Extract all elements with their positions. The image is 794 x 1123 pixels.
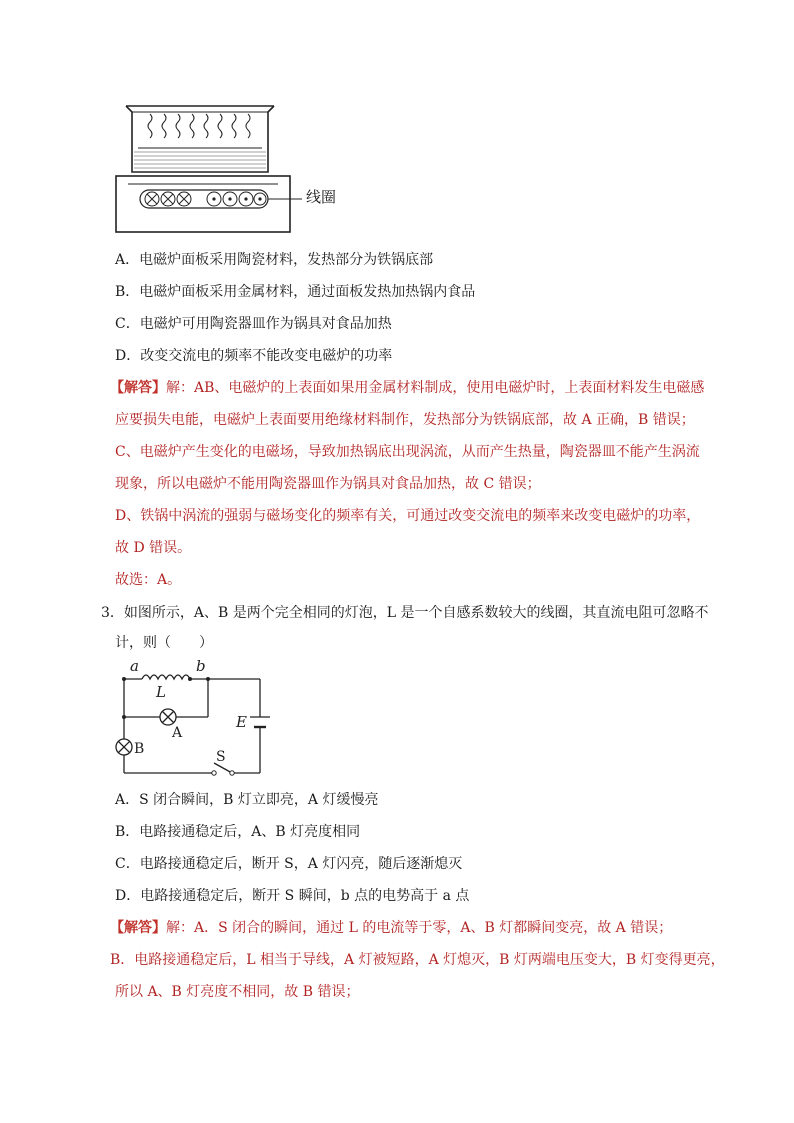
label-b: b <box>196 657 206 675</box>
q2-answer-line-4: 现象，所以电磁炉不能用陶瓷器皿作为锅具对食品加热，故 C 错误； <box>115 476 541 492</box>
q3-answer-line-3: 所以 A、B 灯亮度不相同，故 B 错误； <box>115 984 360 1000</box>
q3-stem-line-2: 计，则（ ） <box>115 635 213 651</box>
q2-answer-line-5: D、铁锅中涡流的强弱与磁场变化的频率有关，可通过改变交流电的频率来改变电磁炉的功率， <box>115 508 701 524</box>
label-B: B <box>134 741 145 757</box>
q2-option-d: D．改变交流电的频率不能改变电磁炉的功率 <box>115 348 393 364</box>
q2-answer-line-6: 故 D 错误。 <box>115 540 192 556</box>
coil-label: 线圈 <box>306 188 337 206</box>
q3-option-a: A．S 闭合瞬间，B 灯立即亮，A 灯缓慢亮 <box>115 792 379 808</box>
q3-option-b: B．电路接通稳定后，A、B 灯亮度相同 <box>115 824 361 840</box>
answer-tag: 【解答】 <box>110 920 166 936</box>
q2-answer-line-2: 应要损失电能，电磁炉上表面要用绝缘材料制作，发热部分为铁锅底部，故 A 正确，B 错误； <box>115 412 695 428</box>
label-S: S <box>216 749 226 765</box>
label-A: A <box>172 725 183 741</box>
q2-option-b: B．电磁炉面板采用金属材料，通过面板发热加热锅内食品 <box>115 284 476 300</box>
q2-answer-line-7: 故选：A。 <box>115 572 182 588</box>
q3-stem-line-1: 3．如图所示，A、B 是两个完全相同的灯泡，L 是一个自感系数较大的线圈，其直流电阻可忽略不 <box>101 605 709 621</box>
label-a: a <box>130 657 139 675</box>
q2-option-c: C．电磁炉可用陶瓷器皿作为锅具对食品加热 <box>115 316 392 332</box>
q2-answer-line-3: C、电磁炉产生变化的电磁场，导致加热锅底出现涡流，从而产生热量，陶瓷器皿不能产生涡流 <box>115 444 700 460</box>
q3-answer-line-2: B．电路接通稳定后，L 相当于导线，A 灯被短路，A 灯熄灭，B 灯两端电压变大，B 灯变得更亮， <box>110 952 725 968</box>
q2-option-a: A．电磁炉面板采用陶瓷材料，发热部分为铁锅底部 <box>115 252 434 268</box>
label-L: L <box>156 683 166 701</box>
label-E: E <box>236 713 247 731</box>
q2-answer-line-1 <box>110 379 704 397</box>
answer-text: 解：AB、电磁炉的上表面如果用金属材料制成，使用电磁炉时，上表面材料发生电磁感 <box>166 380 705 396</box>
answer-text: 解：A．S 闭合的瞬间，通过 L 的电流等于零，A、B 灯都瞬间变亮，故 A 错误； <box>166 920 673 936</box>
q3-option-d: D．电路接通稳定后，断开 S 瞬间，b 点的电势高于 a 点 <box>115 888 470 904</box>
q3-answer-line-1 <box>110 919 672 937</box>
circuit-figure <box>110 655 280 780</box>
q3-option-c: C．电路接通稳定后，断开 S，A 灯闪亮，随后逐渐熄灭 <box>115 856 463 872</box>
answer-tag: 【解答】 <box>110 380 166 396</box>
induction-cooker-figure <box>110 98 360 238</box>
